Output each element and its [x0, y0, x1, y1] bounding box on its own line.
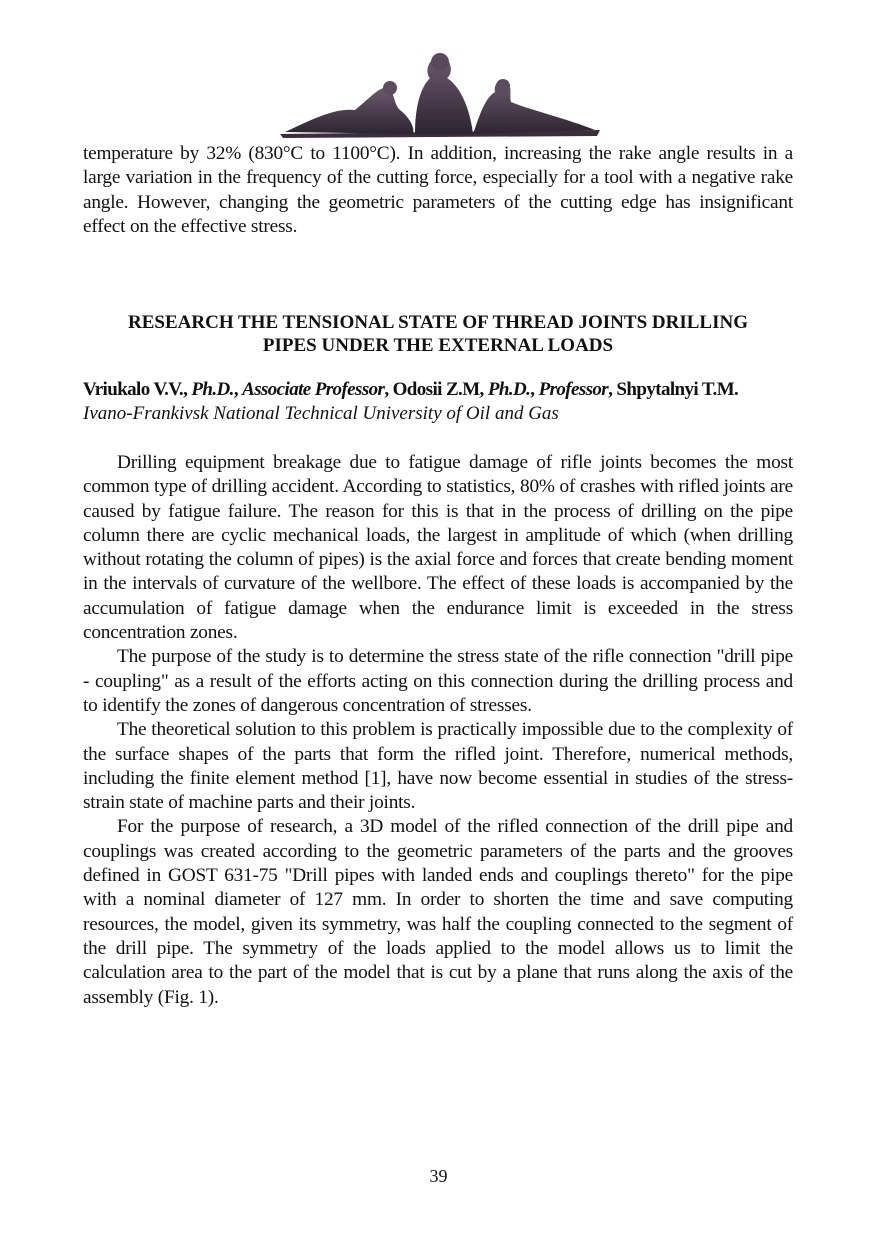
article-title-line-1: RESEARCH THE TENSIONAL STATE OF THREAD JOINTS DRILLING	[128, 312, 748, 333]
author-position: Professor	[538, 379, 609, 400]
body-paragraph: Drilling equipment breakage due to fatigue damage of rifle joints becomes the most common type of drilling accident. According to statistics, 80% of crashes with rifled joints are caused by fatigue failure. The reason for this is that in the process of drilling on the pipe column there are cyclic mechanical loads, the largest in amplitude of which (when drilling without rotating the column of pipes) is the axial force and forces that create bending moment in the intervals of curvature of the wellbore. The effect of these loads is accompanied by the accumulation of fatigue damage when the endurance limit is exceeded in the stress concentration zones.	[83, 452, 793, 644]
author-name: Shpytalnyi T.M.	[616, 379, 739, 400]
body-paragraph: The purpose of the study is to determine the stress state of the rifle connection "drill pipe - coupling" as a result of the efforts acting on this connection during the drilling process and to identify the zones of dangerous concentration of stresses.	[83, 646, 793, 716]
author-degree: Ph.D.	[191, 379, 234, 400]
author-name: Vriukalo V.V.	[83, 379, 184, 400]
page-number: 39	[429, 1166, 448, 1186]
author-name: Odosii Z.M	[392, 379, 480, 400]
article-body	[83, 451, 793, 1010]
body-paragraph: For the purpose of research, a 3D model of the rifled connection of the drill pipe and couplings was created according to the geometric parameters of the parts and the grooves defined in GOST 631-75 "Drill pipes with landed ends and couplings thereto" for the pipe with a nominal diameter of 127 mm. In order to shorten the time and save computing resources, the model, given its symmetry, was half the coupling connected to the segment of the drill pipe. The symmetry of the loads applied to the model allows us to limit the calculation area to the part of the model that is cut by a plane that runs along the axis of the assembly (Fig. 1).	[83, 816, 793, 1008]
affiliation: Ivano-Frankivsk National Technical University of Oil and Gas	[83, 403, 559, 424]
header-sculpture-image	[275, 48, 605, 140]
author-list: Vriukalo V.V., Ph.D., Associate Professor, Odosii Z.M, Ph.D., Professor, Shpytalnyi T.M.	[83, 379, 739, 400]
body-paragraph: The theoretical solution to this problem is practically impossible due to the complexity of the surface shapes of the parts that form the rifled joint. Therefore, numerical methods, including the finite element method [1], have now become essential in studies of the stress-strain state of machine parts and their joints.	[83, 719, 793, 814]
author-degree: Ph.D.	[487, 379, 531, 400]
article-title-line-2: PIPES UNDER THE EXTERNAL LOADS	[262, 335, 614, 356]
article-title	[83, 311, 793, 357]
continuation-paragraph: temperature by 32% (830°C to 1100°C). In addition, increasing the rake angle results in a large variation in the frequency of the cutting force, especially for a tool with a negative rake angle. However, changing the geometric parameters of the cutting edge has insignificant effect on the effective stress.	[83, 143, 793, 237]
author-position: Associate Professor	[242, 379, 385, 400]
